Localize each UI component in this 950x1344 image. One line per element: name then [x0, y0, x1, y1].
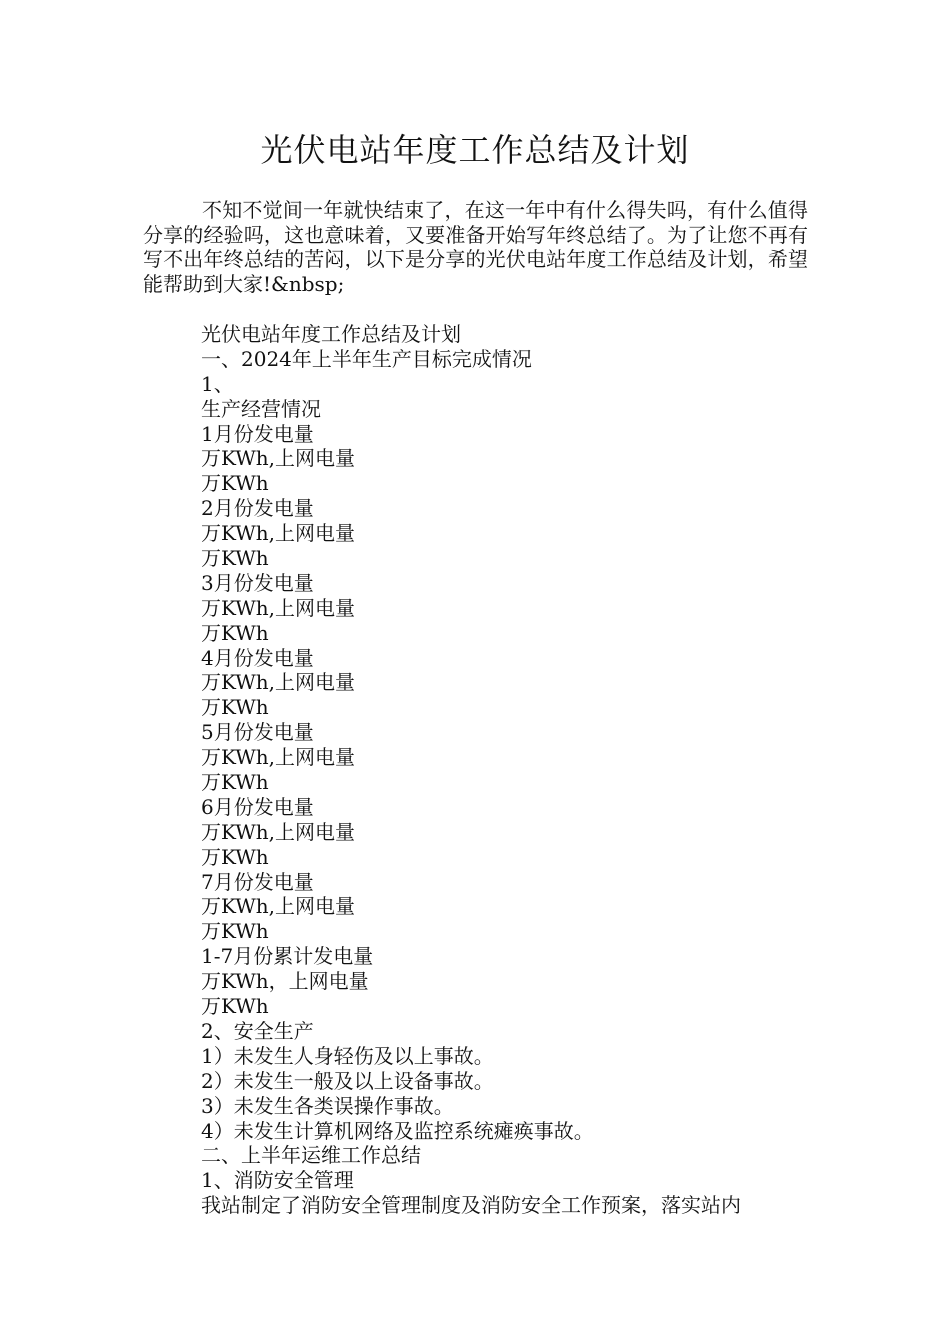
body-line: 生产经营情况	[201, 396, 321, 421]
body-line: 4）未发生计算机网络及监控系统瘫痪事故。	[201, 1118, 594, 1143]
body-line: 万KWh	[201, 695, 269, 720]
body-line: 我站制定了消防安全管理制度及消防安全工作预案，落实站内	[201, 1193, 741, 1218]
body-line: 1）未发生人身轻伤及以上事故。	[201, 1043, 494, 1068]
body-line: 1-7月份累计发电量	[201, 944, 374, 969]
body-line: 万KWh	[201, 919, 269, 944]
body-line: 5月份发电量	[201, 720, 314, 745]
body-line: 万KWh,上网电量	[201, 894, 356, 919]
body-line: 万KWh	[201, 994, 269, 1019]
body-line: 万KWh	[201, 471, 269, 496]
body-line: 万KWh	[201, 546, 269, 571]
body-line: 2）未发生一般及以上设备事故。	[201, 1068, 494, 1093]
body-line: 万KWh,上网电量	[201, 670, 356, 695]
body-line: 3）未发生各类误操作事故。	[201, 1093, 454, 1118]
body-line: 万KWh	[201, 844, 269, 869]
body-text	[201, 322, 821, 1218]
document-title: 光伏电站年度工作总结及计划	[260, 131, 690, 169]
body-line: 1、消防安全管理	[201, 1168, 354, 1193]
intro-paragraph: 不知不觉间一年就快结束了，在这一年中有什么得失吗，有什么值得分享的经验吗，这也意味着，又要准备开始写年终总结了。为了让您不再有写不出年终总结的苦闷，以下是分享的光伏电站年度工作总结及计划，希望能帮助到大家!&nbsp;	[143, 198, 808, 296]
body-line: 2月份发电量	[201, 496, 314, 521]
body-line: 3月份发电量	[201, 570, 314, 595]
body-line: 二、上半年运维工作总结	[201, 1143, 421, 1168]
body-line: 万KWh,上网电量	[201, 446, 356, 471]
body-line: 4月份发电量	[201, 645, 314, 670]
body-line: 7月份发电量	[201, 869, 314, 894]
body-line: 2、安全生产	[201, 1018, 314, 1043]
body-line: 一、2024年上半年生产目标完成情况	[201, 346, 532, 371]
body-line: 光伏电站年度工作总结及计划	[201, 322, 461, 346]
body-line: 万KWh，上网电量	[201, 969, 369, 994]
body-line: 万KWh	[201, 620, 269, 645]
body-line: 万KWh,上网电量	[201, 595, 356, 620]
body-line: 万KWh,上网电量	[201, 745, 356, 770]
body-line: 万KWh,上网电量	[201, 521, 356, 546]
body-line: 1、	[201, 371, 234, 396]
body-line: 1月份发电量	[201, 421, 314, 446]
body-line: 万KWh,上网电量	[201, 819, 356, 844]
body-line: 万KWh	[201, 770, 269, 795]
body-line: 6月份发电量	[201, 794, 314, 819]
